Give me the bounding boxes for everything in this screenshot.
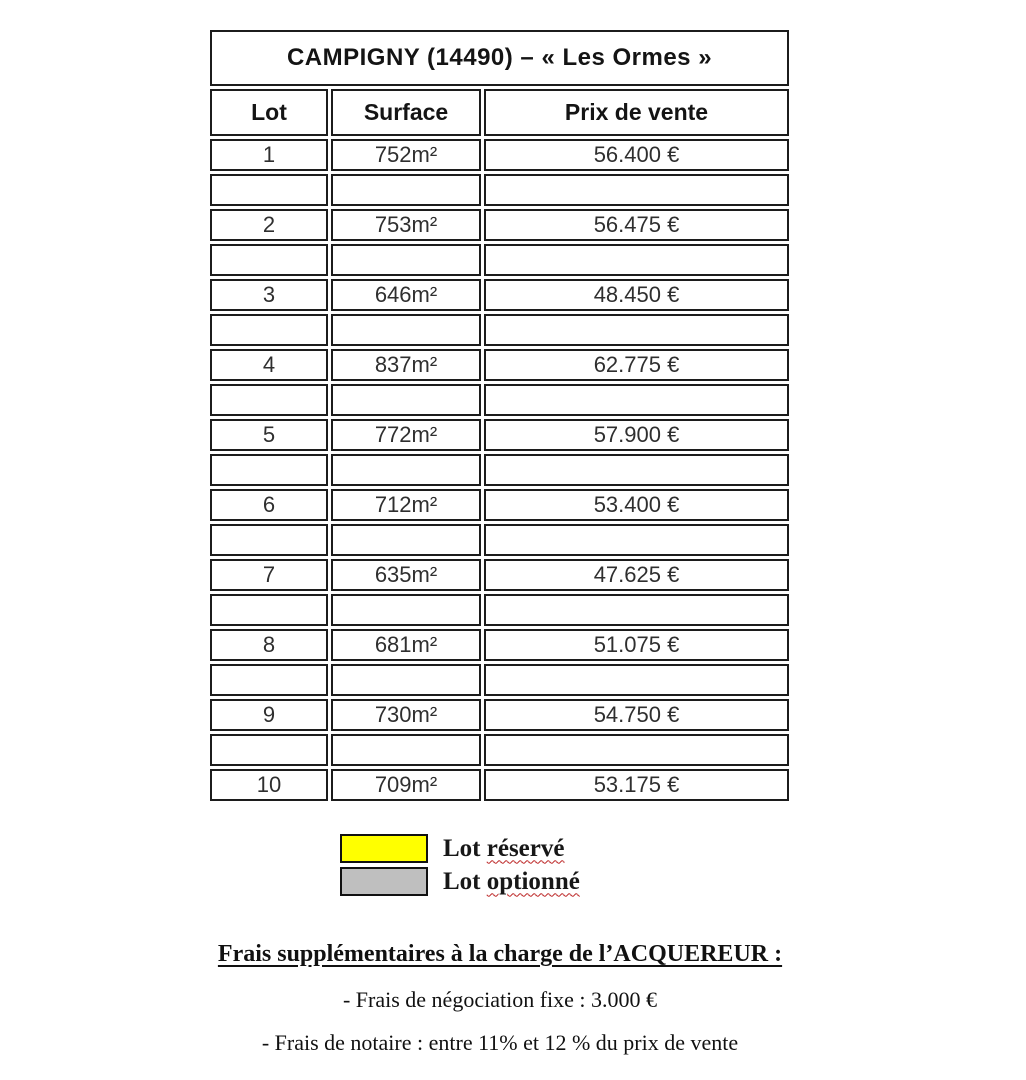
spacer-cell	[331, 594, 481, 626]
column-header-lot: Lot	[210, 89, 328, 136]
legend-item-reserved	[340, 834, 580, 863]
spacer-cell	[331, 244, 481, 276]
table-header-row	[210, 89, 789, 136]
cell-surface: 646m²	[331, 279, 481, 311]
spacer-cell	[484, 174, 789, 206]
spacer-row	[210, 524, 789, 556]
cell-surface: 772m²	[331, 419, 481, 451]
cell-prix: 53.175 €	[484, 769, 789, 801]
legend-item-optioned	[340, 867, 580, 896]
cell-prix: 57.900 €	[484, 419, 789, 451]
spacer-cell	[484, 734, 789, 766]
legend-label-reserved: Lot réservé	[443, 834, 565, 862]
table-title-row	[210, 30, 789, 86]
cell-lot: 8	[210, 629, 328, 661]
spacer-cell	[484, 454, 789, 486]
cell-lot: 9	[210, 699, 328, 731]
table-row-lot-2	[210, 209, 789, 241]
cell-surface: 752m²	[331, 139, 481, 171]
cell-prix: 54.750 €	[484, 699, 789, 731]
spacer-cell	[484, 594, 789, 626]
spacer-cell	[484, 524, 789, 556]
cell-lot: 10	[210, 769, 328, 801]
cell-lot: 7	[210, 559, 328, 591]
cell-lot: 3	[210, 279, 328, 311]
cell-lot: 6	[210, 489, 328, 521]
table-row-lot-7	[210, 559, 789, 591]
spacer-cell	[210, 524, 328, 556]
cell-lot: 4	[210, 349, 328, 381]
spacer-cell	[210, 454, 328, 486]
spacer-cell	[331, 314, 481, 346]
cell-prix: 47.625 €	[484, 559, 789, 591]
table-row-lot-5	[210, 419, 789, 451]
optioned-lot-swatch	[340, 867, 428, 896]
legend-label-optioned: Lot optionné	[443, 867, 580, 895]
spacer-row	[210, 384, 789, 416]
table-title: CAMPIGNY (14490) – « Les Ormes »	[210, 30, 789, 86]
cell-lot: 1	[210, 139, 328, 171]
cell-prix: 53.400 €	[484, 489, 789, 521]
spacer-cell	[210, 314, 328, 346]
cell-prix: 48.450 €	[484, 279, 789, 311]
spacer-row	[210, 314, 789, 346]
cell-prix: 56.475 €	[484, 209, 789, 241]
spacer-cell	[484, 384, 789, 416]
spacer-cell	[210, 244, 328, 276]
cell-lot: 2	[210, 209, 328, 241]
reserved-lot-swatch	[340, 834, 428, 863]
table-row-lot-6	[210, 489, 789, 521]
negotiation-fee-note: - Frais de négociation fixe : 3.000 €	[342, 987, 658, 1012]
spacer-row	[210, 454, 789, 486]
table-row-lot-8	[210, 629, 789, 661]
spacer-cell	[331, 384, 481, 416]
cell-prix: 56.400 €	[484, 139, 789, 171]
spacer-row	[210, 594, 789, 626]
cell-surface: 837m²	[331, 349, 481, 381]
spacer-cell	[210, 594, 328, 626]
cell-lot: 5	[210, 419, 328, 451]
cell-prix: 51.075 €	[484, 629, 789, 661]
spacer-cell	[331, 664, 481, 696]
spacer-cell	[331, 174, 481, 206]
notary-fee-note: - Frais de notaire : entre 11% et 12 % du prix de vente	[261, 1030, 739, 1055]
cell-surface: 681m²	[331, 629, 481, 661]
spacer-cell	[210, 174, 328, 206]
column-header-surface: Surface	[331, 89, 481, 136]
spacer-cell	[331, 524, 481, 556]
spacer-cell	[484, 244, 789, 276]
spacer-row	[210, 664, 789, 696]
spacer-cell	[484, 314, 789, 346]
lots-price-table	[207, 27, 792, 804]
table-row-lot-4	[210, 349, 789, 381]
cell-prix: 62.775 €	[484, 349, 789, 381]
cell-surface: 709m²	[331, 769, 481, 801]
spacer-row	[210, 174, 789, 206]
cell-surface: 730m²	[331, 699, 481, 731]
spacer-cell	[210, 734, 328, 766]
spacer-cell	[331, 454, 481, 486]
spacer-cell	[484, 664, 789, 696]
table-row-lot-10	[210, 769, 789, 801]
fees-heading: Frais supplémentaires à la charge de l’ACQUEREUR :	[217, 941, 783, 967]
spacer-row	[210, 734, 789, 766]
spacer-cell	[331, 734, 481, 766]
table-row-lot-1	[210, 139, 789, 171]
column-header-prix: Prix de vente	[484, 89, 789, 136]
spacer-cell	[210, 664, 328, 696]
spacer-row	[210, 244, 789, 276]
table-row-lot-9	[210, 699, 789, 731]
legend	[340, 834, 580, 900]
table-row-lot-3	[210, 279, 789, 311]
cell-surface: 753m²	[331, 209, 481, 241]
cell-surface: 712m²	[331, 489, 481, 521]
spacer-cell	[210, 384, 328, 416]
cell-surface: 635m²	[331, 559, 481, 591]
